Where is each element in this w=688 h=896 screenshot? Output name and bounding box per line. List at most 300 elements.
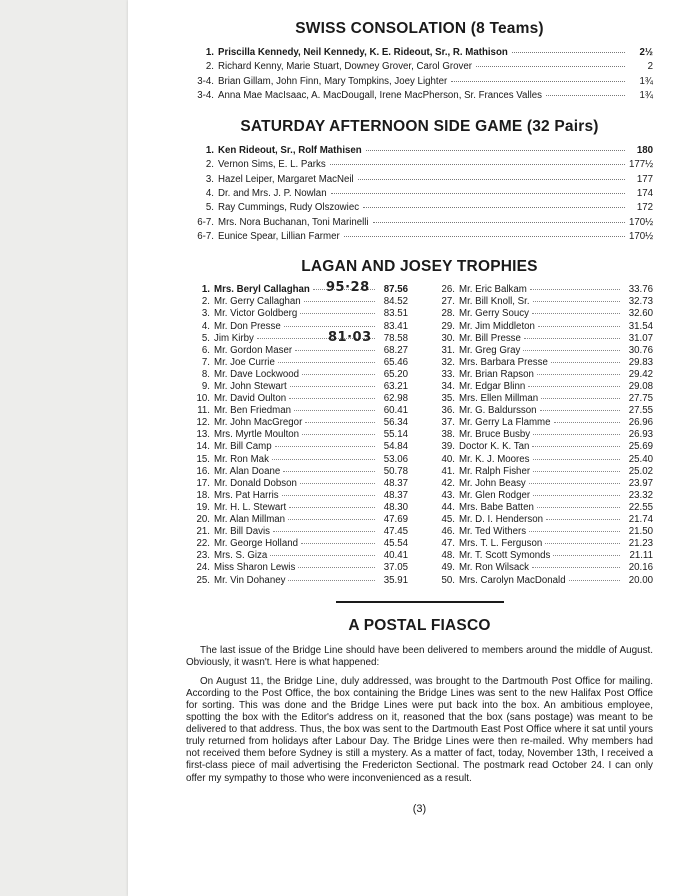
trophy-rank: 15. <box>196 453 210 465</box>
trophy-row <box>431 296 653 308</box>
trophy-row <box>431 490 653 502</box>
trophy-row <box>186 526 408 538</box>
dot-leader <box>305 422 375 423</box>
trophy-player: Mr. Bill Davis <box>214 526 270 538</box>
result-score: 170½ <box>629 230 654 242</box>
postal-fiasco-body <box>186 645 653 785</box>
dot-leader <box>528 386 620 387</box>
trophy-player: Miss Sharon Lewis <box>214 562 296 574</box>
result-score: 177 <box>636 173 653 185</box>
trophy-player: Mr. Dave Lockwood <box>214 368 300 380</box>
trophy-score: 50.78 <box>383 465 408 477</box>
trophy-player: Mr. Bruce Busby <box>459 429 531 441</box>
result-row <box>186 217 653 231</box>
result-names: Mrs. Nora Buchanan, Toni Marinelli <box>218 216 369 228</box>
trophy-score: 40.41 <box>383 550 408 562</box>
trophy-row <box>186 575 408 587</box>
trophy-rank: 12. <box>196 417 210 429</box>
trophy-score: 48.37 <box>383 489 408 501</box>
result-names: Dr. and Mrs. J. P. Nowlan <box>218 188 327 200</box>
handwritten-note: 81·03 <box>328 329 372 345</box>
lagan-right-column <box>431 284 653 586</box>
trophy-rank: 25. <box>196 574 210 586</box>
trophy-row <box>431 562 653 574</box>
trophy-score: 27.75 <box>628 393 653 405</box>
trophy-rank: 35. <box>441 393 455 405</box>
trophy-rank: 43. <box>441 489 455 501</box>
trophy-player: Mrs. Carolyn MacDonald <box>459 574 566 586</box>
trophy-rank: 9. <box>201 381 210 393</box>
result-row <box>186 61 653 75</box>
result-names: Eunice Spear, Lillian Farmer <box>218 230 340 242</box>
trophy-score: 60.41 <box>383 405 408 417</box>
dot-leader <box>476 66 625 67</box>
trophy-rank: 22. <box>196 538 210 550</box>
trophy-rank: 21. <box>196 526 210 538</box>
trophy-score: 22.55 <box>628 501 653 513</box>
trophy-player: Mr. Gerry Soucy <box>459 308 529 320</box>
trophy-row <box>431 308 653 320</box>
result-rank: 3-4. <box>197 89 214 101</box>
dot-leader <box>273 531 375 532</box>
trophy-score: 65.20 <box>383 368 408 380</box>
dot-leader <box>294 410 375 411</box>
trophy-player: Mr. Bill Knoll, Sr. <box>459 296 530 308</box>
trophy-player: Mr. Joe Currie <box>214 356 275 368</box>
dot-leader <box>554 422 620 423</box>
result-names: Vernon Sims, E. L. Parks <box>218 159 326 171</box>
dot-leader <box>551 362 620 363</box>
swiss-consolation-title: SWISS CONSOLATION (8 Teams) <box>295 20 544 37</box>
trophy-rank: 36. <box>441 405 455 417</box>
dot-leader <box>344 236 625 237</box>
postal-fiasco-title: A POSTAL FIASCO <box>348 616 491 634</box>
trophy-rank: 29. <box>441 320 455 332</box>
dot-leader <box>533 471 620 472</box>
trophy-player: Mr. Edgar Blinn <box>459 381 526 393</box>
dot-leader <box>533 495 620 496</box>
trophy-player: Mr. D. I. Henderson <box>459 514 543 526</box>
result-row <box>186 145 653 159</box>
trophy-row <box>431 393 653 405</box>
trophy-player: Mr. Eric Balkam <box>459 284 527 296</box>
trophy-score: 78.58 <box>383 332 408 344</box>
result-rank: 5. <box>205 202 214 214</box>
trophy-row <box>431 345 653 357</box>
trophy-score: 20.00 <box>628 574 653 586</box>
trophy-player: Mrs. Barbara Presse <box>459 356 548 368</box>
result-names: Priscilla Kennedy, Neil Kennedy, K. E. Rideout, Sr., R. Mathison <box>218 47 508 58</box>
result-rank: 3. <box>205 173 214 185</box>
result-names: Hazel Leiper, Margaret MacNeil <box>218 173 354 185</box>
dot-leader <box>541 398 620 399</box>
dot-leader <box>366 150 625 151</box>
result-names: Ken Rideout, Sr., Rolf Mathisen <box>218 145 362 157</box>
trophy-score: 53.06 <box>383 453 408 465</box>
trophy-rank: 10. <box>196 393 210 405</box>
trophy-row <box>431 502 653 514</box>
trophy-rank: 39. <box>441 441 455 453</box>
trophy-row <box>186 514 408 526</box>
page-gutter <box>0 0 128 896</box>
result-row <box>186 174 653 188</box>
result-rank: 2. <box>205 159 214 171</box>
trophy-row <box>186 296 408 308</box>
lagan-results-columns <box>186 280 653 586</box>
trophy-row <box>186 329 408 345</box>
dot-leader <box>331 193 625 194</box>
dot-leader <box>289 507 375 508</box>
trophy-score: 26.96 <box>628 417 653 429</box>
dot-leader <box>546 95 625 96</box>
trophy-score: 35.91 <box>383 574 408 586</box>
dot-leader <box>530 289 620 290</box>
dot-leader <box>301 543 375 544</box>
trophy-player: Mr. K. J. Moores <box>459 453 530 465</box>
trophy-row <box>186 550 408 562</box>
dot-leader <box>330 164 625 165</box>
postal-paragraph-1: The last issue of the Bridge Line should have been delivered to members around the middle of August. Obviously, it wasn't. Here is what happened: <box>186 644 653 668</box>
trophy-row <box>431 538 653 550</box>
trophy-row <box>186 357 408 369</box>
handwritten-note: 95·28 <box>326 280 370 296</box>
dot-leader <box>512 52 625 53</box>
trophy-rank: 26. <box>441 284 455 296</box>
trophy-rank: 27. <box>441 296 455 308</box>
trophy-rank: 28. <box>441 308 455 320</box>
trophy-score: 31.07 <box>628 332 653 344</box>
dot-leader <box>284 326 375 327</box>
trophy-row <box>186 417 408 429</box>
result-score: 170½ <box>629 216 654 228</box>
trophy-rank: 8. <box>201 368 210 380</box>
trophy-row <box>431 369 653 381</box>
trophy-player: Mrs. Beryl Callaghan <box>214 284 310 296</box>
trophy-player: Mr. Brian Rapson <box>459 368 534 380</box>
saturday-results-list <box>186 145 653 245</box>
result-row <box>186 231 653 245</box>
trophy-player: Mr. H. L. Stewart <box>214 501 287 513</box>
trophy-player: Jim Kirby <box>214 332 254 344</box>
trophy-player: Mrs. Ellen Millman <box>459 393 539 405</box>
trophy-rank: 2. <box>201 296 210 308</box>
result-rank: 1. <box>205 47 214 58</box>
trophy-player: Mr. Alan Millman <box>214 514 286 526</box>
trophy-row <box>186 454 408 466</box>
trophy-row <box>186 429 408 441</box>
trophy-rank: 17. <box>196 477 210 489</box>
trophy-rank: 6. <box>201 344 210 356</box>
trophy-rank: 50. <box>441 574 455 586</box>
trophy-rank: 30. <box>441 332 455 344</box>
dot-leader <box>288 580 375 581</box>
trophy-score: 56.34 <box>383 417 408 429</box>
trophy-score: 30.76 <box>628 344 653 356</box>
dot-leader <box>529 483 620 484</box>
trophy-row <box>431 284 653 296</box>
trophy-score: 55.14 <box>383 429 408 441</box>
dot-leader <box>546 519 620 520</box>
trophy-score: 20.16 <box>628 562 653 574</box>
trophy-rank: 3. <box>201 308 210 320</box>
dot-leader <box>302 374 375 375</box>
dot-leader <box>533 434 620 435</box>
trophy-score: 63.21 <box>383 381 408 393</box>
lagan-left-column <box>186 280 408 586</box>
trophy-row <box>186 381 408 393</box>
dot-leader <box>545 543 620 544</box>
trophy-player: Mr. Gerry Callaghan <box>214 296 301 308</box>
page-content <box>186 0 653 815</box>
dot-leader <box>290 386 375 387</box>
dot-leader <box>300 313 375 314</box>
result-row <box>186 90 653 104</box>
dot-leader <box>529 531 620 532</box>
trophy-rank: 44. <box>441 501 455 513</box>
trophy-score: 21.50 <box>628 526 653 538</box>
trophy-player: Mr. Victor Goldberg <box>214 308 298 320</box>
trophy-rank: 5. <box>201 332 210 344</box>
dot-leader <box>569 580 620 581</box>
saturday-side-game-title: SATURDAY AFTERNOON SIDE GAME (32 Pairs) <box>240 118 599 136</box>
dot-leader <box>289 398 375 399</box>
trophy-score: 29.08 <box>628 381 653 393</box>
dot-leader <box>532 567 620 568</box>
trophy-player: Mr. Ted Withers <box>459 526 527 538</box>
result-row <box>186 47 653 61</box>
trophy-player: Mr. Jim Middleton <box>459 320 535 332</box>
trophy-player: Mr. Bill Camp <box>214 441 272 453</box>
trophy-row <box>186 478 408 490</box>
trophy-row <box>431 441 653 453</box>
dot-leader <box>553 555 620 556</box>
trophy-row <box>431 405 653 417</box>
page-number: (3) <box>412 802 427 815</box>
trophy-rank: 46. <box>441 526 455 538</box>
trophy-player: Mr. Bill Presse <box>459 332 521 344</box>
dot-leader <box>295 350 375 351</box>
trophy-player: Mrs. Babe Batten <box>459 501 534 513</box>
trophy-rank: 19. <box>196 501 210 513</box>
trophy-player: Mrs. Pat Harris <box>214 489 279 501</box>
trophy-score: 87.56 <box>383 284 408 296</box>
result-row <box>186 76 653 90</box>
dot-leader <box>524 338 620 339</box>
trophy-rank: 13. <box>196 429 210 441</box>
dot-leader <box>278 362 375 363</box>
trophy-rank: 49. <box>441 562 455 574</box>
trophy-rank: 23. <box>196 550 210 562</box>
trophy-score: 25.40 <box>628 453 653 465</box>
trophy-score: 83.41 <box>383 320 408 332</box>
trophy-rank: 38. <box>441 429 455 441</box>
dot-leader <box>451 81 625 82</box>
trophy-score: 25.02 <box>628 465 653 477</box>
trophy-score: 29.83 <box>628 356 653 368</box>
result-row <box>186 188 653 202</box>
trophy-score: 21.74 <box>628 514 653 526</box>
trophy-score: 62.98 <box>383 393 408 405</box>
dot-leader <box>532 446 620 447</box>
trophy-score: 68.27 <box>383 344 408 356</box>
trophy-score: 21.23 <box>628 538 653 550</box>
result-names: Ray Cummings, Rudy Olszowiec <box>218 202 360 214</box>
trophy-score: 83.51 <box>383 308 408 320</box>
trophy-player: Mr. Glen Rodger <box>459 489 531 501</box>
dot-leader <box>298 567 375 568</box>
trophy-score: 29.42 <box>628 368 653 380</box>
dot-leader <box>358 179 625 180</box>
trophy-row <box>431 321 653 333</box>
dot-leader <box>288 519 375 520</box>
result-rank: 1. <box>205 145 214 157</box>
trophy-row <box>431 478 653 490</box>
result-names: Anna Mae MacIsaac, A. MacDougall, Irene MacPherson, Sr. Frances Valles <box>218 89 542 101</box>
trophy-row <box>431 333 653 345</box>
trophy-score: 37.05 <box>383 562 408 574</box>
trophy-player: Mr. Ron Wilsack <box>459 562 529 574</box>
trophy-score: 32.73 <box>628 296 653 308</box>
trophy-score: 26.93 <box>628 429 653 441</box>
dot-leader <box>523 350 620 351</box>
trophy-score: 31.54 <box>628 320 653 332</box>
trophy-row <box>431 514 653 526</box>
trophy-player: Mr. Gordon Maser <box>214 344 293 356</box>
trophy-player: Mr. Don Presse <box>214 320 281 332</box>
trophy-player: Mr. John Stewart <box>214 381 287 393</box>
result-score: 177½ <box>629 159 654 171</box>
trophy-rank: 11. <box>197 405 210 417</box>
result-score: 2½ <box>639 47 653 58</box>
trophy-row <box>186 369 408 381</box>
result-score: 180 <box>636 145 653 157</box>
trophy-player: Mr. Gerry La Flamme <box>459 417 551 429</box>
dot-leader <box>363 207 625 208</box>
trophy-rank: 1. <box>201 284 210 296</box>
dot-leader <box>533 459 620 460</box>
trophy-score: 33.76 <box>628 284 653 296</box>
trophy-player: Mrs. Myrtle Moulton <box>214 429 300 441</box>
trophy-rank: 45. <box>441 514 455 526</box>
trophy-row <box>186 466 408 478</box>
trophy-score: 21.11 <box>629 550 653 562</box>
trophy-row <box>186 308 408 320</box>
result-score: 1¾ <box>639 75 653 87</box>
trophy-row <box>186 280 408 296</box>
trophy-row <box>186 321 408 333</box>
trophy-row <box>431 526 653 538</box>
trophy-player: Mr. John Beasy <box>459 477 526 489</box>
trophy-rank: 37. <box>441 417 455 429</box>
trophy-row <box>186 441 408 453</box>
dot-leader <box>275 446 375 447</box>
dot-leader <box>538 326 620 327</box>
trophy-score: 65.46 <box>383 356 408 368</box>
trophy-score: 48.37 <box>383 477 408 489</box>
trophy-row <box>186 345 408 357</box>
dot-leader <box>533 301 620 302</box>
dot-leader <box>302 434 375 435</box>
section-divider <box>336 601 504 603</box>
document-page <box>128 0 688 896</box>
result-score: 2 <box>647 61 653 73</box>
result-score: 174 <box>636 188 653 200</box>
result-score: 1¾ <box>639 89 653 101</box>
trophy-player: Mr. Ben Friedman <box>214 405 291 417</box>
dot-leader <box>537 374 620 375</box>
trophy-row <box>186 538 408 550</box>
trophy-rank: 42. <box>441 477 455 489</box>
result-names: Brian Gillam, John Finn, Mary Tompkins, Joey Lighter <box>218 75 448 87</box>
trophy-score: 45.54 <box>383 538 408 550</box>
trophy-row <box>186 490 408 502</box>
trophy-row <box>431 357 653 369</box>
trophy-player: Mr. George Holland <box>214 538 298 550</box>
trophy-score: 84.52 <box>383 296 408 308</box>
trophy-score: 23.97 <box>628 477 653 489</box>
trophy-row <box>431 429 653 441</box>
trophy-player: Mr. David Oulton <box>214 393 287 405</box>
trophy-score: 48.30 <box>383 501 408 513</box>
result-score: 172 <box>636 202 653 214</box>
result-rank: 6-7. <box>197 216 214 228</box>
trophy-row <box>186 562 408 574</box>
dot-leader <box>272 459 375 460</box>
trophy-score: 25.69 <box>628 441 653 453</box>
trophy-rank: 40. <box>441 453 455 465</box>
dot-leader <box>532 313 620 314</box>
trophy-row <box>431 575 653 587</box>
trophy-row <box>431 417 653 429</box>
result-row <box>186 159 653 173</box>
postal-paragraph-2: On August 11, the Bridge Line, duly addressed, was brought to the Dartmouth Post Office for mailing. According to the Post Office, the box containing the Bridge Lines was sent to the new Halifax Post Office for sorting. This was done and the Bridge Lines were put back into the box. An ambitious employee, spotting the box with the Editor's address on it, reasoned that the box (sans postage) was meant to be delivered to that address. Thus, the box was sent to the Dartmouth East Post Office where it sat until yours truly returned from holidays after Labour Day. The Bridge Lines were then re-mailed. Why members had not received them before Sydney is still a mystery. As a matter of fact, today, November 13th, I received a first-class piece of mail advertising the Fredericton Sectional. The postmark read October 24. I can only offer my sympathy to those who were inconvenienced as a result. <box>186 675 653 784</box>
dot-leader <box>300 483 375 484</box>
trophy-row <box>186 393 408 405</box>
trophy-score: 27.55 <box>628 405 653 417</box>
trophy-player: Mr. Donald Dobson <box>214 477 297 489</box>
trophy-row <box>186 405 408 417</box>
trophy-rank: 48. <box>441 550 455 562</box>
trophy-player: Mr. T. Scott Symonds <box>459 550 551 562</box>
trophy-player: Mr. Ron Mak <box>214 453 269 465</box>
lagan-josey-title: LAGAN AND JOSEY TROPHIES <box>301 258 538 276</box>
trophy-player: Mrs. S. Giza <box>214 550 268 562</box>
trophy-row <box>431 454 653 466</box>
trophy-player: Mr. Ralph Fisher <box>459 465 531 477</box>
result-rank: 3-4. <box>197 75 214 87</box>
trophy-rank: 4. <box>201 320 210 332</box>
result-row <box>186 202 653 216</box>
trophy-player: Doctor K. K. Tan <box>459 441 530 453</box>
trophy-rank: 47. <box>441 538 455 550</box>
trophy-row <box>431 466 653 478</box>
trophy-rank: 41. <box>441 465 455 477</box>
result-rank: 4. <box>205 188 214 200</box>
trophy-rank: 14. <box>196 441 210 453</box>
trophy-row <box>186 502 408 514</box>
trophy-rank: 7. <box>201 356 210 368</box>
dot-leader <box>270 555 375 556</box>
swiss-results-list <box>186 47 653 104</box>
trophy-row <box>431 550 653 562</box>
trophy-score: 47.45 <box>383 526 408 538</box>
result-rank: 6-7. <box>197 230 214 242</box>
dot-leader <box>373 222 625 223</box>
dot-leader <box>537 507 620 508</box>
dot-leader <box>283 471 375 472</box>
trophy-rank: 20. <box>196 514 210 526</box>
trophy-score: 23.32 <box>628 489 653 501</box>
